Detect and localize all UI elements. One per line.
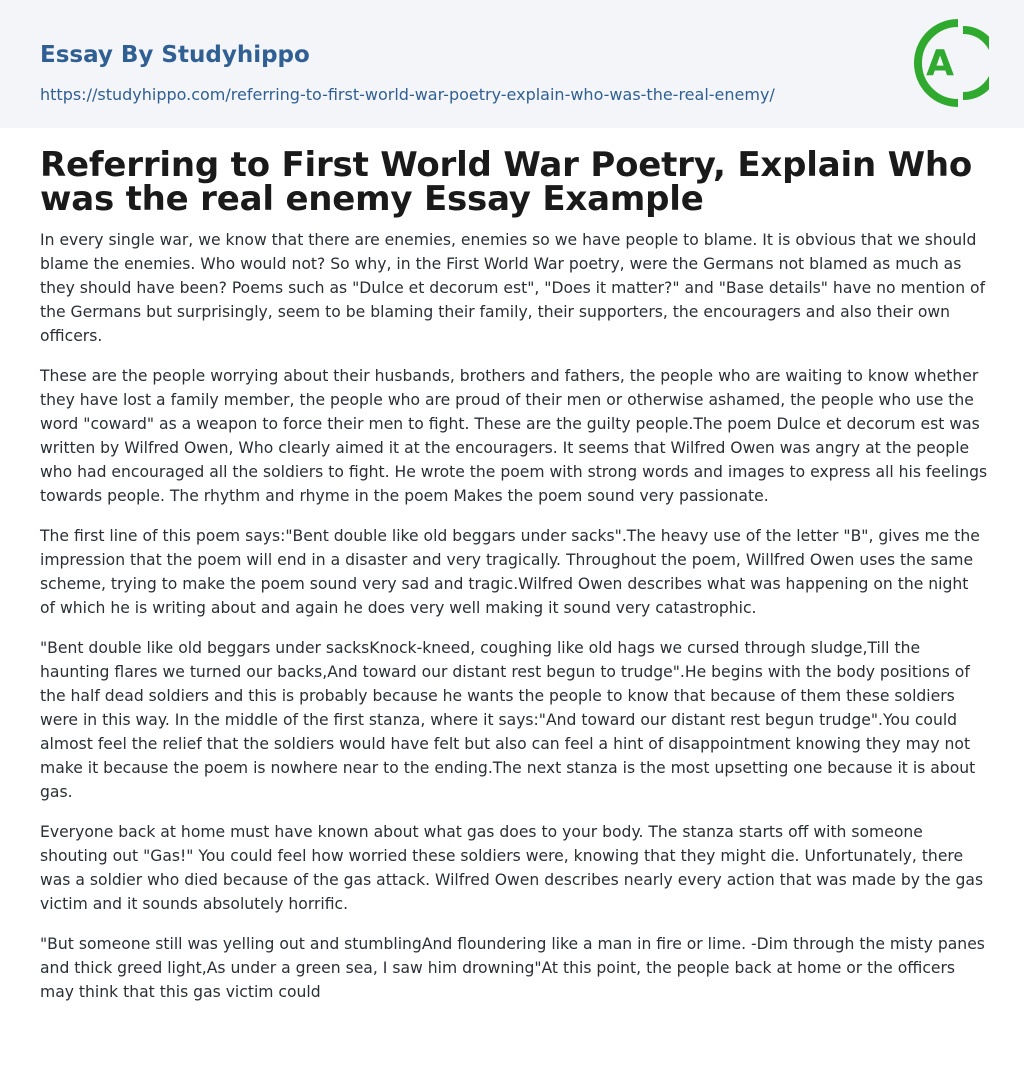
article-paragraph: "But someone still was yelling out and stumblingAnd floundering like a man in fire or lime. -Dim through the misty panes and thick greed light,As under a green sea, I saw him drowning"At this point, the people back at home or the officers may think that this gas victim could <box>40 935 985 1001</box>
article-paragraph: "Bent double like old beggars under sacksKnock-kneed, coughing like old hags we cursed through sludge,Till the haunting flares we turned our backs,And toward our distant rest begun to trudge".He begins with the body positions of the half dead soldiers and this is probably because he wants the people to know that because of them these soldiers were in this way. In the middle of the first stanza, where it says:"And toward our distant rest begun trudge".You could almost feel the relief that the soldiers would have felt but also can feel a hint of disappointment knowing they may not make it because the poem is nowhere near to the ending.The next stanza is the most upsetting one because it is about gas. <box>40 639 976 801</box>
article-paragraph: In every single war, we know that there are enemies, enemies so we have people to blame. It is obvious that we should blame the enemies. Who would not? So why, in the First World War poetry, were the Germans not blamed as much as they should have been? Poems such as "Dulce et decorum est", "Does it matter?" and "Base details" have no mention of the Germans but surprisingly, seem to be blaming their family, their supporters, the encouragers and also their own officers. <box>40 231 986 345</box>
article-body <box>40 228 988 1020</box>
article-title: Referring to First World War Poetry, Explain Who was the real enemy Essay Example <box>40 145 973 219</box>
site-brand[interactable]: Essay By Studyhippo <box>40 42 310 68</box>
article-paragraph: These are the people worrying about their husbands, brothers and fathers, the people who are waiting to know whether they have lost a family member, the people who are proud of their men or otherwise ashamed, the people who use the word "coward" as a weapon to force their men to fight. These are the guilty people.The poem Dulce et decorum est was written by Wilfred Owen, Who clearly aimed it at the encouragers. It seems that Wilfred Owen was angry at the people who had encouraged all the soldiers to fight. He wrote the poem with strong words and images to express all his feelings towards people. The rhythm and rhyme in the poem Makes the poem sound very passionate. <box>40 367 988 505</box>
article-paragraph: The first line of this poem says:"Bent double like old beggars under sacks".The heavy use of the letter "B", gives me the impression that the poem will end in a disaster and very tragically. Throughout the poem, Willfred Owen uses the same scheme, trying to make the poem sound very sad and tragic.Wilfred Owen describes what was happening on the night of which he is writing about and again he does very well making it sound very catastrophic. <box>40 527 980 617</box>
site-header <box>0 0 1024 128</box>
article-url-link[interactable]: https://studyhippo.com/referring-to-first-world-war-poetry-explain-who-was-the-real-enemy/ <box>40 85 775 104</box>
studyhippo-logo-icon[interactable] <box>911 18 989 108</box>
article-paragraph: Everyone back at home must have known about what gas does to your body. The stanza starts off with someone shouting out "Gas!" You could feel how worried these soldiers were, knowing that they might die. Unfortunately, there was a soldier who died because of the gas attack. Wilfred Owen describes nearly every action that was made by the gas victim and it sounds absolutely horrific. <box>40 823 984 913</box>
logo-letter: A <box>926 43 954 84</box>
